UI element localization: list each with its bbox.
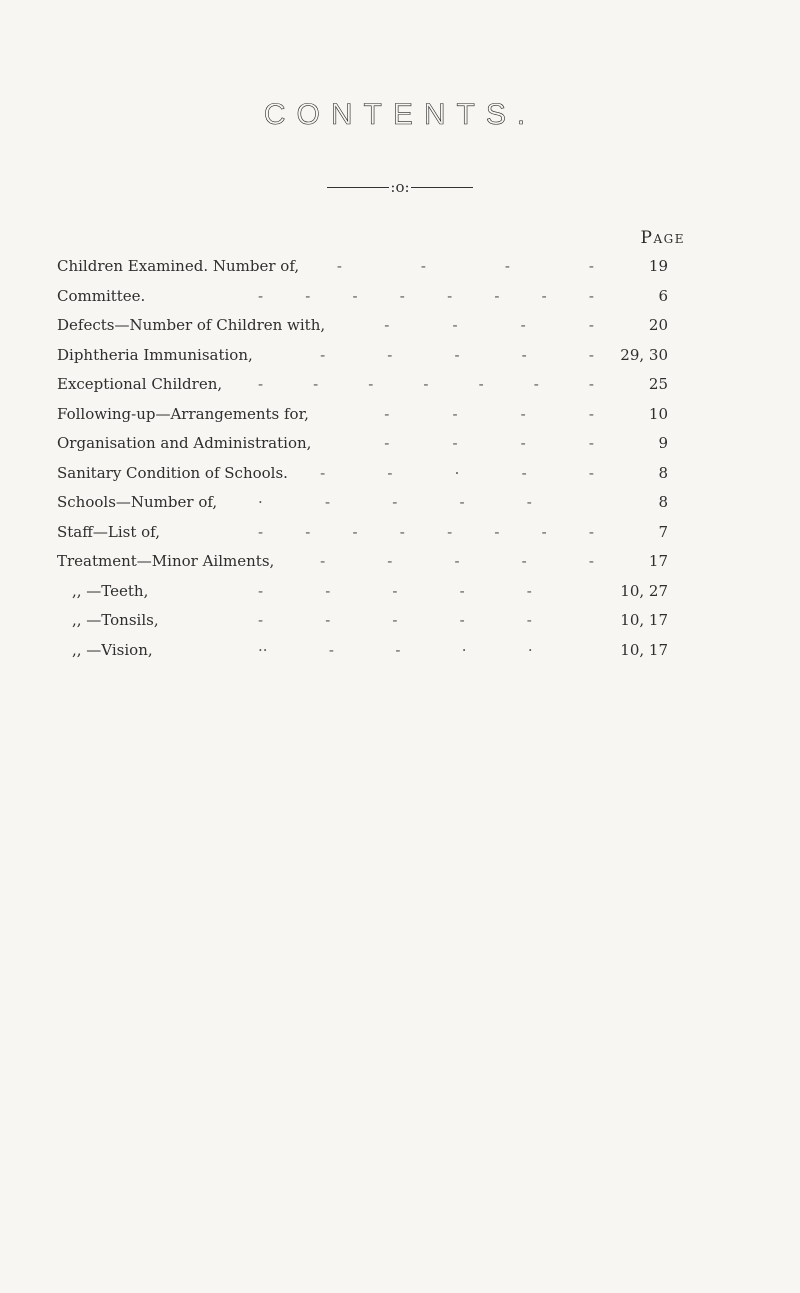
- toc-entry-label: Children Examined. Number of,: [57, 257, 300, 275]
- toc-entry-treatment-teeth: [0, 582, 800, 612]
- divider-line-left: [327, 187, 389, 188]
- dot-leader: - - - -: [384, 434, 594, 452]
- toc-entry-page: 8: [658, 463, 668, 482]
- toc-entry-page: 29, 30: [620, 345, 668, 364]
- toc-entry-treatment-vision: [0, 641, 800, 671]
- divider-mark: :o:: [390, 178, 410, 196]
- toc-entry-page: 6: [658, 286, 668, 305]
- page-title: CONTENTS.: [263, 98, 537, 131]
- toc-entry-page: 10, 17: [620, 611, 668, 629]
- toc-entry-defects: [0, 316, 800, 346]
- toc-entry-label: Organisation and Administration,: [57, 434, 312, 452]
- toc-entry-label: Treatment—Minor Ailments,: [57, 552, 275, 570]
- toc-entry-page: 17: [648, 552, 668, 570]
- dot-leader: - - - - -: [258, 581, 532, 600]
- dot-leader: - - - -: [384, 316, 594, 334]
- toc-entry-label: Diphtheria Immunisation,: [57, 345, 253, 364]
- toc-entry-treatment-minor-ailments: [0, 552, 800, 582]
- toc-entry-diphtheria: [0, 346, 800, 376]
- toc-entry-committee: [0, 287, 800, 317]
- divider-line-right: [411, 187, 473, 188]
- toc-entry-treatment-tonsils: [0, 611, 800, 641]
- dot-leader: - - · - -: [320, 463, 594, 482]
- toc-entry-label: Schools—Number of,: [57, 493, 218, 511]
- toc-entry-page: 25: [648, 375, 668, 393]
- dot-leader: - - - - - - -: [258, 375, 594, 393]
- toc-entry-exceptional-children: [0, 375, 800, 405]
- dot-leader: - - - -: [336, 257, 594, 275]
- dot-leader: - - - - - - - -: [258, 286, 594, 305]
- toc-entry-page: 9: [658, 434, 668, 452]
- toc-entry-label: Committee.: [57, 286, 146, 305]
- toc-entry-following-up: [0, 405, 800, 435]
- toc-entry-label: Sanitary Condition of Schools.: [57, 463, 288, 482]
- title-divider: [0, 178, 800, 196]
- dot-leader: · - - - -: [258, 493, 532, 511]
- toc-entry-children-examined: [0, 257, 800, 287]
- toc-entry-label: ,, —Tonsils,: [72, 611, 159, 629]
- toc-entry-page: 7: [658, 522, 668, 541]
- toc-entry-page: 10, 17: [620, 640, 668, 659]
- toc-entry-label: ,, —Teeth,: [72, 581, 149, 600]
- table-of-contents: [0, 257, 800, 670]
- dot-leader: - - - - - - - -: [258, 522, 594, 541]
- dot-leader: - - - -: [384, 404, 594, 423]
- toc-entry-schools: [0, 493, 800, 523]
- toc-entry-sanitary-condition: [0, 464, 800, 494]
- dot-leader: - - - - -: [258, 611, 532, 629]
- toc-entry-page: 20: [648, 316, 668, 334]
- toc-entry-staff: [0, 523, 800, 553]
- dot-leader: ·· - - · ·: [258, 640, 533, 659]
- toc-entry-page: 8: [658, 493, 668, 511]
- toc-entry-label: ,, —Vision,: [72, 640, 153, 659]
- toc-entry-page: 10: [648, 404, 668, 423]
- toc-entry-organisation: [0, 434, 800, 464]
- dot-leader: - - - - -: [320, 345, 594, 364]
- toc-entry-label: Following-up—Arrangements for,: [57, 404, 309, 423]
- dot-leader: - - - - -: [320, 552, 594, 570]
- toc-entry-label: Exceptional Children,: [57, 375, 223, 393]
- toc-entry-page: 10, 27: [620, 581, 668, 600]
- toc-entry-page: 19: [648, 257, 668, 275]
- toc-entry-label: Staff—List of,: [57, 522, 160, 541]
- page-column-heading: Page: [640, 228, 685, 248]
- toc-entry-label: Defects—Number of Children with,: [57, 316, 326, 334]
